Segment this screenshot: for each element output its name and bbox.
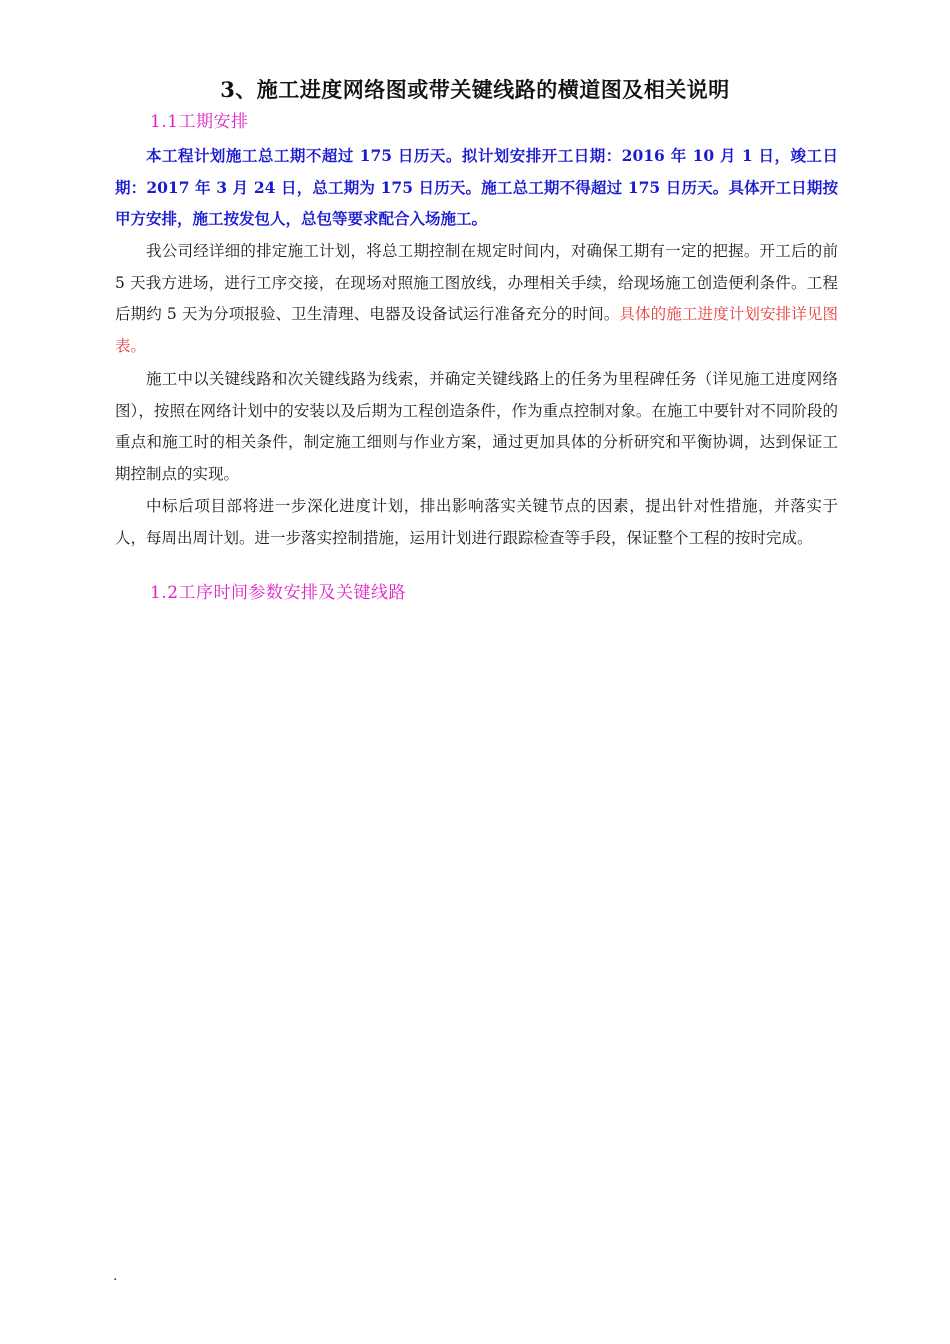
paragraph-critical-path: 施工中以关键线路和次关键线路为线索，并确定关键线路上的任务为里程碑任务（详见施工进度网络图），按照在网络计划中的安装以及后期为工程创造条件，作为重点控制对象。在施工中要针对不同阶段的重点和施工时的相关条件，制定施工细则与作业方案，通过更加具体的分析研究和平衡协调，达到保证工期控制点的实现。 [115, 370, 838, 483]
paragraph-schedule-dates: 本工程计划施工总工期不超过 175 日历天。拟计划安排开工日期：2016 年 10 月 1 日，竣工日期：2017 年 3 月 24 日，总工期为 175 日历天。施工总工期不得超过 175 日历天。具体开工日期按甲方安排，施工按发包人，总包等要求配合入场施工。 [115, 146, 838, 228]
section-heading-schedule: 1.1工期安排 [150, 112, 249, 132]
paragraph-post-award: 中标后项目部将进一步深化进度计划，排出影响落实关键节点的因素，提出针对性措施，并落实于人，每周出周计划。进一步落实控制措施，运用计划进行跟踪检查等手段，保证整个工程的按时完成。 [115, 497, 838, 547]
document-title: 3、施工进度网络图或带关键线路的横道图及相关说明 [220, 77, 730, 102]
paragraph-plan-control-text: 我公司经详细的排定施工计划，将总工期控制在规定时间内，对确保工期有一定的把握。开工后的前 5 天我方进场，进行工序交接，在现场对照施工图放线，办理相关手续，给现场施工创造便利条件。工程后期约 5 天为分项报验、卫生清理、电器及设备试运行准备充分的时间。 [115, 242, 838, 323]
paragraph-plan-control-red-note: 具体的施工进度计划安排详见图表。 [115, 305, 838, 355]
section-heading-process-parameters: 1.2工序时间参数安排及关键线路 [150, 583, 407, 603]
paragraph-plan-control [115, 236, 838, 362]
footer-mark: . [113, 1268, 118, 1284]
